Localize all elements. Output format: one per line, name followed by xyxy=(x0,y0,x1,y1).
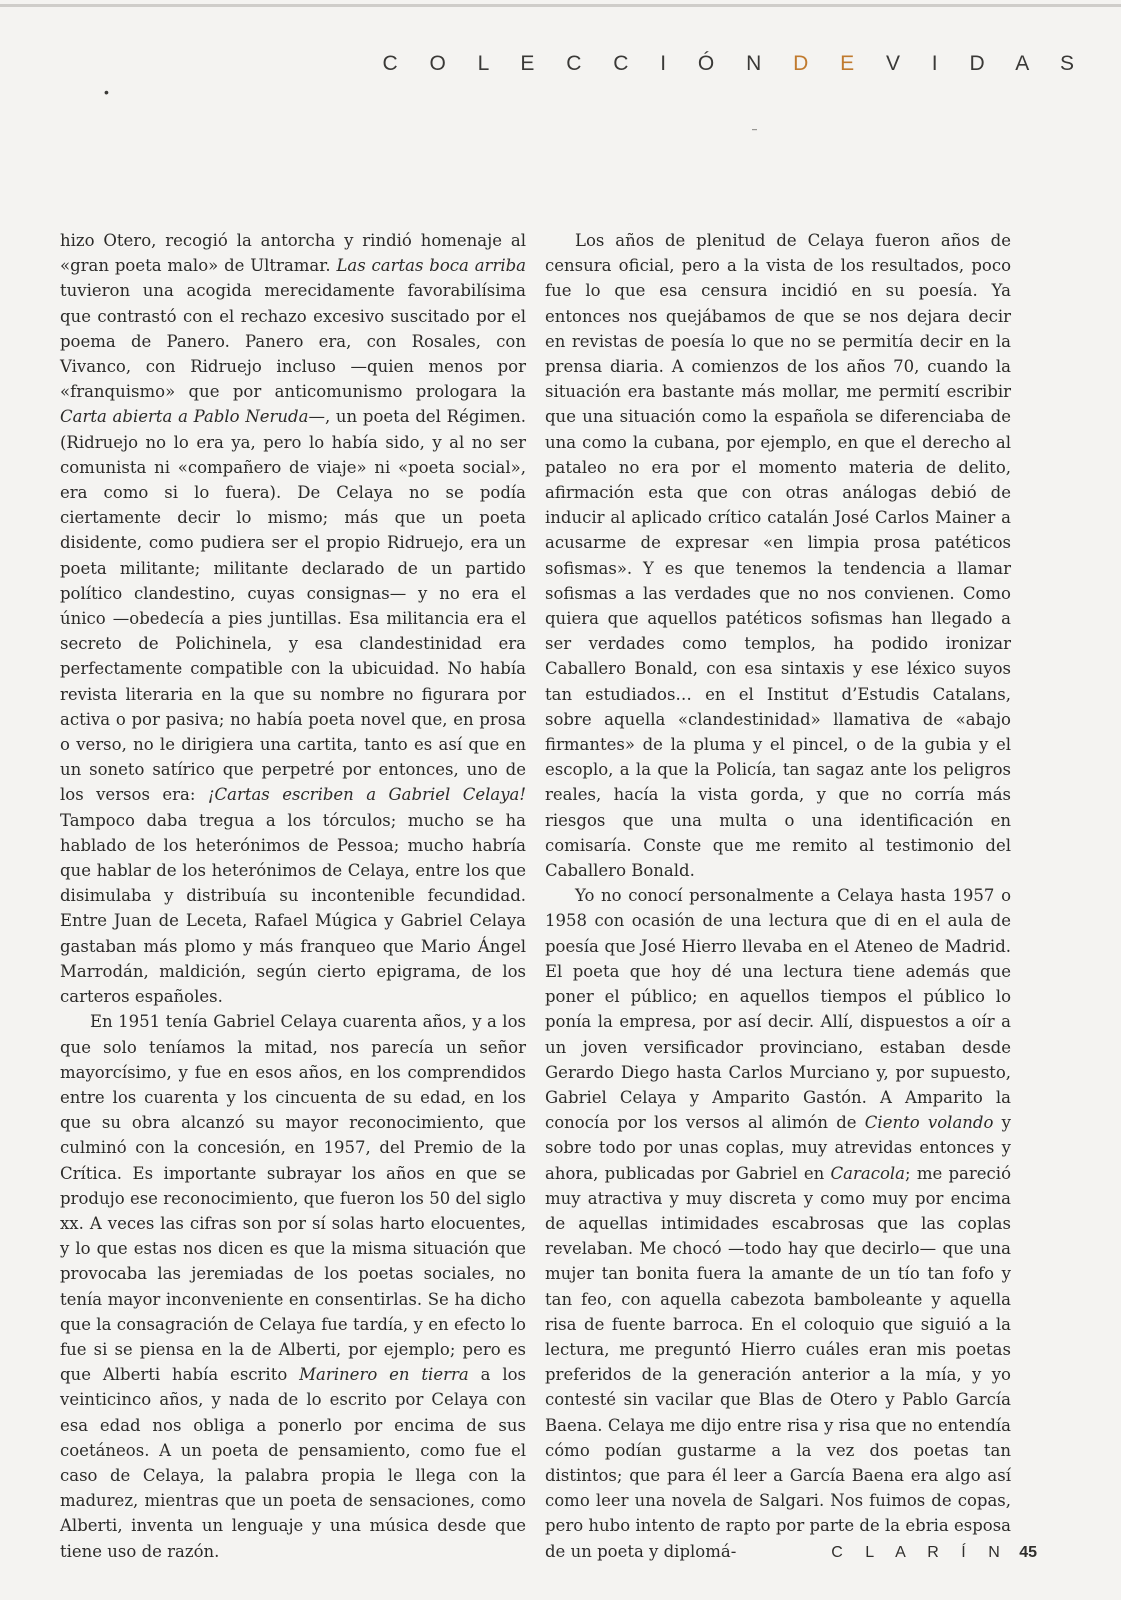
text-run: Los años de plenitud de Celaya fueron años de censura oficial, pero a la vista de los resultados, poco fue lo que esa censura incidió en su poesía. Ya entonces nos quejábamos de que se nos dejara decir en revistas de poesía lo que no se permitía decir en la prensa diaria. A comienzos de los años 70, cuando la situación era bastante más mollar, me permití escribir que una situación como la española se diferenciaba de una como la cubana, por ejemplo, en que el derecho al pataleo no era por el momento materia de delito, afirmación esta que con otras análogas debió de inducir al aplicado crítico catalán José Carlos Mainer a acusarme de expresar «en limpia prosa patéticos sofismas». Y es que tenemos la tendencia a llamar sofismas a las verdades que no nos convienen. Como quiera que aquellos patéticos sofismas han llegado a ser verdades como templos, ha podido ironizar Caballero Bonald, con esa sintaxis y ese léxico suyos tan estudiados… en el Institut d’Estudis Catalans, sobre aquella «clandestinidad» llamativa de «abajo firmantes» de la pluma y el pincel, o de la gubia y el escoplo, a la que la Policía, tan sagaz ante los peligros reales, hacía la vista gorda, y que no corría más riesgos que una multa o una identificación en comisaría. Conste que me remito al testimonio del Caballero Bonald. xyxy=(545,231,1011,881)
scan-speck-mark: • xyxy=(104,84,109,100)
text-run: Yo no conocí personalmente a Celaya hasta 1957 o 1958 con ocasión de una lectura que di en el aula de poesía que José Hierro llevaba en el Ateneo de Madrid. El poeta que hoy dé una lectura tiene además que poner el público; en aquellos tiempos el público lo ponía la empresa, por así decir. Allí, dispuestos a oír a un joven versificador provinciano, estaban desde Gerardo Diego hasta Carlos Murciano y, por supuesto, Gabriel Celaya y Amparito Gastón. A Amparito la conocía por los versos al alimón de xyxy=(545,886,1011,1133)
text-run: ; me pareció muy atractiva y muy discreta y como muy por encima de aquellas intimidades escabrosas que las coplas revelaban. Me chocó —todo hay que decirlo— que una mujer tan bonita fuera la amante de un tío tan fofo y tan feo, con aquella cabezota bamboleante y aquella risa de fuente barroca. En el coloquio que siguió a la lectura, me preguntó Hierro cuáles eran mis poetas preferidos de la generación anterior a la mía, y yo contesté sin vacilar que Blas de Otero y Pablo García Baena. Celaya me dijo entre risa y risa que no entendía cómo podían gustarme a la vez dos poetas tan distintos; que para él leer a García Baena era algo así como leer una novela de Salgari. Nos fuimos de copas, pero hubo intento de rapto por parte de la ebria esposa de un poeta y diplomá- xyxy=(545,1163,1012,1561)
running-head xyxy=(383,52,1088,76)
italic-title: Marinero en tierra xyxy=(299,1365,469,1385)
italic-title: Las cartas boca arriba xyxy=(336,256,527,276)
italic-title: Carta abierta a Pablo Neruda xyxy=(60,407,309,427)
article-paragraph xyxy=(60,1009,526,1563)
scan-speck-dot: – xyxy=(752,124,758,134)
top-rule xyxy=(0,4,1121,7)
article-paragraph xyxy=(545,228,1011,883)
text-run: —, un poeta del Régimen. (Ridruejo no lo era ya, pero lo había sido, y al no ser comunista ni «compañero de viaje» ni «poeta social», era como si lo fuera). De Celaya no se podía ciertamente decir lo mismo; más que un poeta disidente, como pudiera ser el propio Ridruejo, era un poeta militante; militante declarado de un partido político clandestino, cuyas consignas— y no era el único —obedecía a pies juntillas. Esa militancia era el secreto de Polichinela, y esa clandestinidad era perfectamente compatible con la ubicuidad. No había revista literaria en la que su nombre no figurara por activa o por pasiva; no había poeta novel que, en prosa o verso, no le dirigiera una cartita, tanto es así que en un soneto satírico que perpetré por entonces, uno de los versos era: xyxy=(60,407,526,805)
left-column xyxy=(60,228,527,1561)
text-run: a los veinticinco años, y nada de lo escrito por Celaya con esa edad nos obliga a ponerlo por encima de sus coetáneos. A un poeta de pensamiento, como fue el caso de Celaya, la palabra propia le llega con la madurez, mientras que un poeta de sensaciones, como Alberti, inventa un lenguaje y una música desde que tiene uso de razón. xyxy=(60,1365,527,1561)
text-run: y sobre todo por unas coplas, muy atrevidas entonces y ahora, publicadas por Gabriel en xyxy=(545,1113,1011,1183)
series-title: C O L E C C I Ó N xyxy=(382,52,794,75)
italic-title: Ciento volando xyxy=(864,1113,994,1133)
magazine-name: C L A R Í N xyxy=(831,1544,1009,1561)
italic-title: ¡Cartas escriben a Gabriel Celaya! xyxy=(207,785,526,805)
series-title-end: V I D A S xyxy=(867,52,1087,75)
text-run: tuvieron una acogida merecidamente favorabilísima que contrastó con el rechazo excesivo suscitado por el poema de Panero. Panero era, con Rosales, con Vivanco, con Ridruejo incluso —quien menos por «franquismo» que por anticomunismo prologara la xyxy=(60,281,526,402)
article-paragraph xyxy=(60,228,526,1009)
article-paragraph xyxy=(545,883,1011,1563)
text-run: hizo Otero, recogió la antorcha y rindió homenaje al «gran poeta malo» de Ultramar. xyxy=(60,231,526,276)
page-number: 45 xyxy=(1019,1544,1037,1561)
italic-title: Caracola xyxy=(830,1163,905,1183)
series-title-accent: D E xyxy=(793,52,868,75)
text-run: En 1951 tenía Gabriel Celaya cuarenta años, y a los que solo teníamos la mitad, nos parecía un señor mayorcísimo, y fue en esos años, en los comprendidos entre los cuarenta y los cincuenta de su edad, en los que su obra alcanzó su mayor reconocimiento, que culminó con la concesión, en 1957, del Premio de la Crítica. Es importante subrayar los años en que se produjo ese reconocimiento, que fueron los 50 del siglo xx. A veces las cifras son por sí solas harto elocuentes, y lo que estas nos dicen es que la misma situación que provocaba las jeremiadas de los poetas sociales, no tenía mayor inconveniente en consentirlas. Se ha dicho que la consagración de Celaya fue tardía, y en efecto lo fue si se piensa en la de Alberti, por ejemplo; pero es que Alberti había escrito xyxy=(60,1012,526,1385)
text-run: Tampoco daba tregua a los tórculos; mucho se ha hablado de los heterónimos de Pessoa; mucho habría que hablar de los heterónimos de Celaya, entre los que disimulaba y distribuía su incontenible fecundidad. Entre Juan de Leceta, Rafael Múgica y Gabriel Celaya gastaban más plomo y más franqueo que Mario Ángel Marrodán, maldición, según cierto epigrama, de los carteros españoles. xyxy=(60,810,526,1007)
page-footer xyxy=(831,1544,1037,1562)
